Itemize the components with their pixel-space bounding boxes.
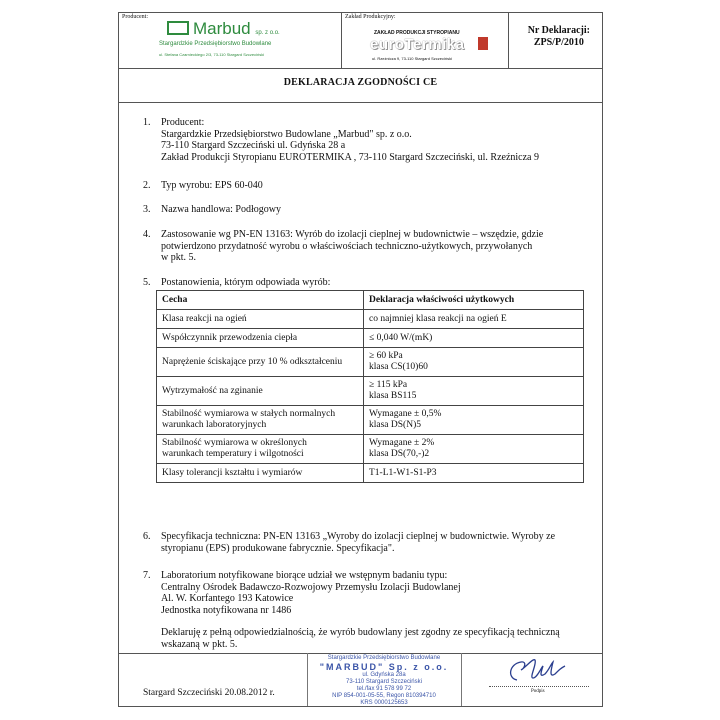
- value-cell: co najmniej klasa reakcji na ogień E: [364, 310, 584, 329]
- declaration-number-value: ZPS/P/2010: [533, 37, 584, 48]
- plant-title: ZAKŁAD PRODUKCJI STYROPIANU: [374, 30, 460, 36]
- company-stamp: Stargardzkie Przedsiębiorstwo Budowlane "MARBUD" Sp. z o.o. ul. Gdyńska 28a 73-110 Stargard Szczeciński tel./fax 91 578 99 72 NIP 854-001-05-55, Regon 810394710 KRS 0000125653: [319, 655, 449, 706]
- footer-divider: [119, 653, 602, 654]
- table-row: [157, 377, 584, 406]
- value-cell: T1-L1-W1-S1-P3: [364, 464, 584, 483]
- plant-cell: [342, 13, 509, 68]
- document-title: DEKLARACJA ZGODNOŚCI CE: [283, 77, 438, 88]
- table-row: [157, 310, 584, 329]
- property-cell: Klasa reakcji na ogień: [157, 310, 364, 329]
- declaration-number-label: Nr Deklaracji:: [527, 25, 590, 36]
- table-row: [157, 406, 584, 435]
- company-name: Stargardzkie Przedsiębiorstwo Budowlane: [159, 41, 272, 47]
- marbud-logo-icon: [167, 21, 189, 35]
- value-cell: Wymagane ± 0,5% klasa DS(N)5: [364, 406, 584, 435]
- value-cell: Wymagane ± 2% klasa DS(70,-)2: [364, 435, 584, 464]
- title-divider: [119, 102, 602, 103]
- table-row: [157, 348, 584, 377]
- producer-label: Producent:: [122, 14, 148, 20]
- plant-label: Zakład Produkcyjny:: [345, 14, 396, 20]
- properties-table: [156, 290, 584, 483]
- property-cell: Stabilność wymiarowa w stałych normalnych warunkach laboratoryjnych: [157, 406, 364, 435]
- table-header-row: [157, 291, 584, 310]
- property-cell: Wytrzymałość na zginanie: [157, 377, 364, 406]
- property-cell: Współczynnik przewodzenia ciepła: [157, 329, 364, 348]
- eurotermika-logo-text: euroTermika: [370, 36, 465, 53]
- eurotermika-logo-icon: [478, 37, 488, 50]
- declaration-document: Producent: Marbud sp. z o.o. Stargardzkie Przedsiębiorstwo Budowlane ul. Stefana Czarnieckiego 2/3, 73-110 Stargard Szczeciński Zakład Produkcyjny: ZAKŁAD PRODUKCJI STYROPIANU euroTermika ul. Rzeźnicza 9, 73-110 Stargard Szczeciński Nr Deklaracji: ZPS/P/2010 DEKLARACJA ZGODNOŚCI CE 1. Producent: Stargardzkie Przedsiębiorstwo Budowlane „Marbud" sp. z o.o. 73-110 Stargard Szczeciński ul. Gdyńska 28 a Zakład Produkcji Styropianu EUROTERMIKA , 73-110 Stargard Szczeciński, ul. Rzeźnicza 9 2. Typ wyrobu: EPS 60-040 3. Nazwa handlowa: Podłogowy 4. Zastosowanie wg PN-EN 13163: Wyrób do izolacji cieplnej w budownictwie – wszędzie, gdzie potwierdzono przydatność wyrobu o właściwościach techniczno-użytkowych, przywołanych w pkt. 5. 5. Postanowienia, którym odpowiada wyrób: Cecha Deklaracja właściwości użytkowych Klasa reakcji na ogień co najmniej klasa reakcji na ogień E Współczynnik przewodzenia ciepła ≤ 0,040 W/(mK) Naprężenie ściskające przy 10 % odkształceniu ≥ 60 kPa klasa CS(10)60 Wytrzymałość na zginanie ≥ 115 kPa klasa BS115 Stabilność wymiarowa w stałych normalnych warunkach laboratoryjnych Wymagane ± 0,5% klasa DS(N)5 Stabilność wymiarowa w określonych warunkach temperatury i wilgotności Wymagane ± 2% klasa DS(70,-)2 Klasy tolerancji kształtu i wymiarów T1-L1-W1-S1-P3 6. Specyfikacja techniczna: PN-EN 13163 „Wyroby do izolacji cieplnej w budownictwie. Wyroby ze styropianu (EPS) produkowane fabrycznie. Specyfikacja". 7. Laboratorium notyfikowane biorące udział we wstępnym badaniu typu: Centralny Ośrodek Badawczo-Rozwojowy Przemysłu Izolacji Budowlanej Al. W. Korfantego 193 Katowice Jednostka notyfikowana nr 1486 Deklaruję z pełną odpowiedzialnością, że wyrób budowlany jest zgodny ze specyfikacją techniczną wskazaną w pkt. 5. Stargard Szczeciński 20.08.2012 r. Stargardzkie Przedsiębiorstwo Budowlane "MARBUD" Sp. z o.o. ul. Gdyńska 28a 73-110 Stargard Szczeciński tel./fax 91 578 99 72 NIP 854-001-05-55, Regon 810394710 KRS 0000125653 Podpis: [118, 12, 603, 707]
- signature-line: [489, 686, 589, 687]
- plant-address: ul. Rzeźnicza 9, 73-110 Stargard Szczeciński: [372, 56, 452, 61]
- property-cell: Klasy tolerancji kształtu i wymiarów: [157, 464, 364, 483]
- conformity-statement: Deklaruję z pełną odpowiedzialnością, że wyrób budowlany jest zgodny ze specyfikacją techniczną wskazaną w pkt. 5.: [161, 627, 560, 650]
- table-header-declaration: Deklaracja właściwości użytkowych: [364, 291, 584, 310]
- table-row: [157, 464, 584, 483]
- marbud-logo-text: Marbud sp. z o.o.: [193, 19, 280, 38]
- company-address: ul. Stefana Czarnieckiego 2/3, 73-110 Stargard Szczeciński: [159, 52, 265, 57]
- signature-label: Podpis: [531, 689, 545, 694]
- value-cell: ≤ 0,040 W/(mK): [364, 329, 584, 348]
- producer-cell: [119, 13, 342, 68]
- document-header: [119, 13, 602, 69]
- value-cell: ≥ 115 kPa klasa BS115: [364, 377, 584, 406]
- handwritten-signature-icon: [503, 656, 573, 688]
- table-row: [157, 329, 584, 348]
- value-cell: ≥ 60 kPa klasa CS(10)60: [364, 348, 584, 377]
- table-row: [157, 435, 584, 464]
- property-cell: Naprężenie ściskające przy 10 % odkształceniu: [157, 348, 364, 377]
- place-and-date: Stargard Szczeciński 20.08.2012 r.: [143, 688, 275, 698]
- declaration-number: [528, 25, 590, 49]
- table-header-property: Cecha: [157, 291, 364, 310]
- property-cell: Stabilność wymiarowa w określonych warunkach temperatury i wilgotności: [157, 435, 364, 464]
